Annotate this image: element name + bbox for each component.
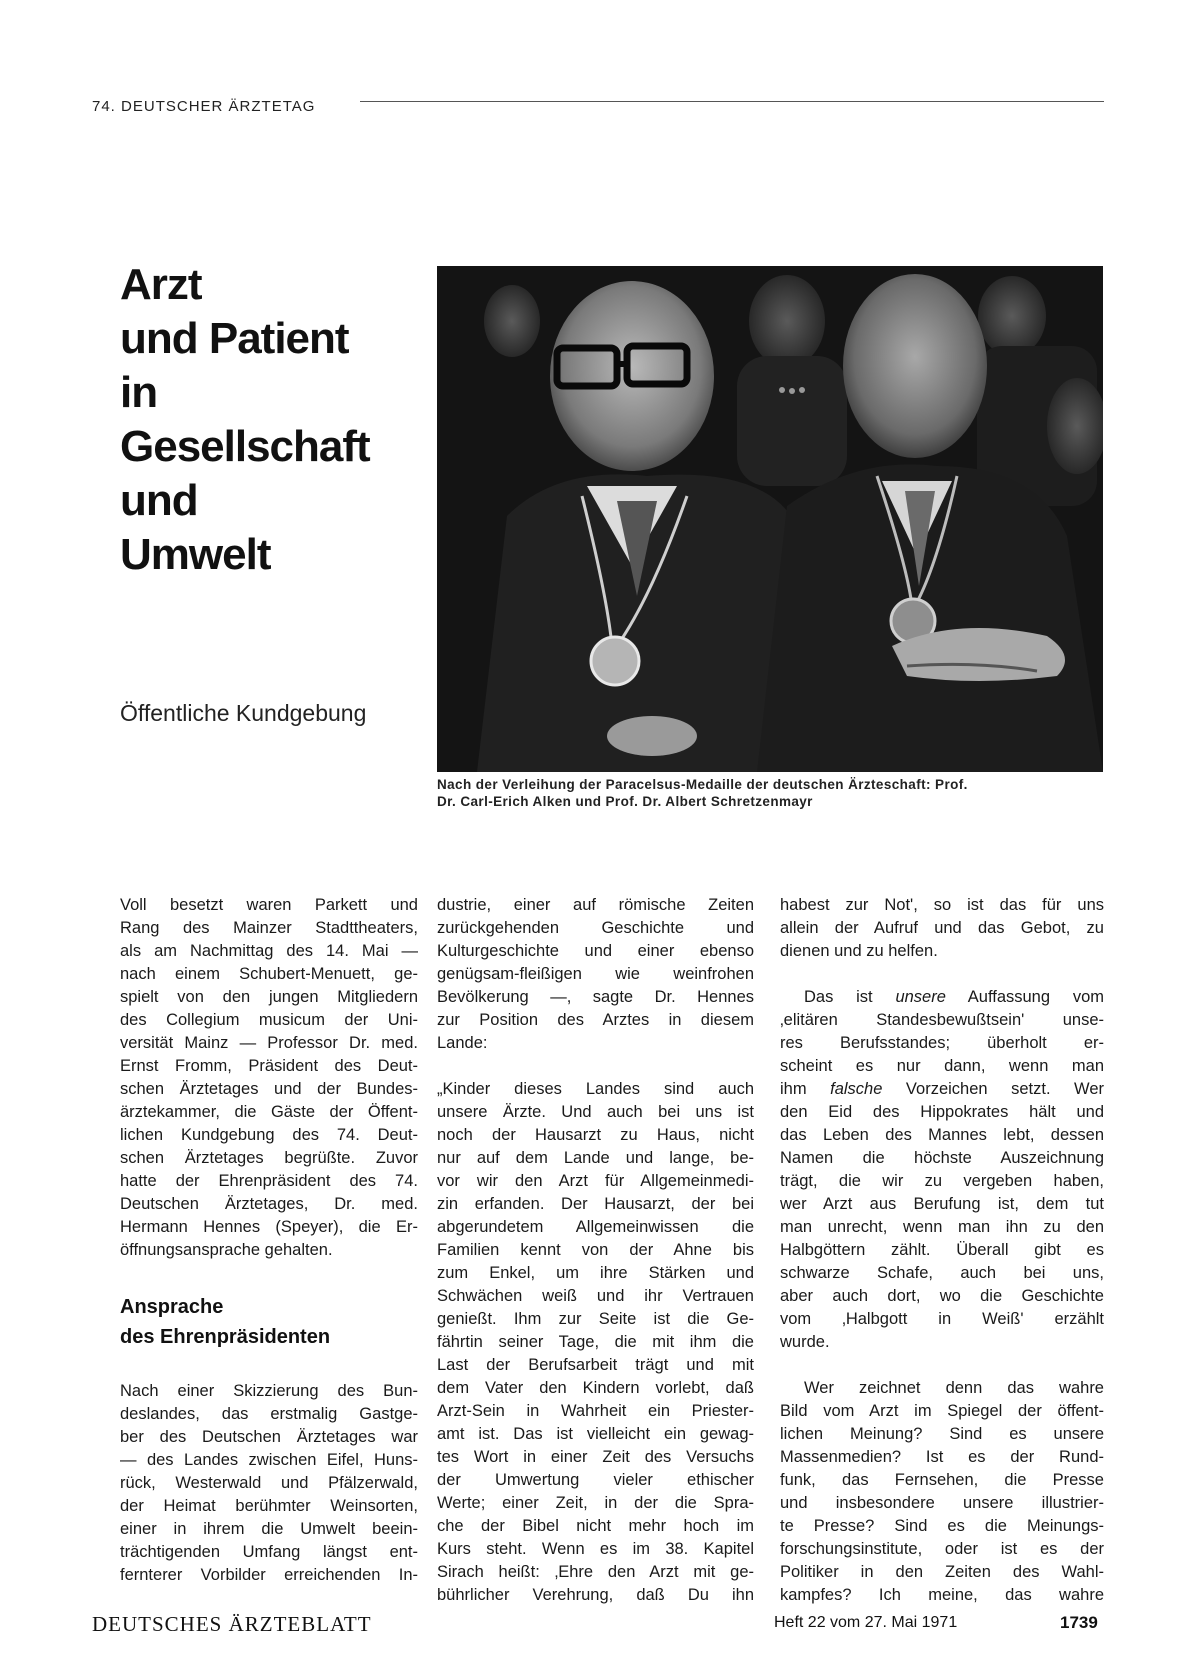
- text-line: hatte der Ehrenpräsident des 74.: [120, 1172, 418, 1190]
- text-line: aber auch dort, wo die Geschichte: [780, 1287, 1104, 1305]
- text-line: Familien kennt von der Ahne bis: [437, 1241, 754, 1259]
- text-line: nach einem Schubert-Menuett, ge-: [120, 965, 418, 983]
- text-line: ihm falsche Vorzeichen setzt. Wer: [780, 1080, 1104, 1098]
- text-line: öffnungsansprache gehalten.: [120, 1241, 333, 1259]
- text-line: der Heimat berühmter Weinsorten,: [120, 1497, 418, 1515]
- text-line: trächtigenden Umfang längst ent-: [120, 1543, 418, 1561]
- text-line: schen Ärztetages und der Bundes-: [120, 1080, 418, 1098]
- text-line: allein der Aufruf und das Gebot, zu: [780, 919, 1104, 937]
- text-line: Bild vom Arzt im Spiegel der öffent-: [780, 1402, 1104, 1420]
- text-column-2: [437, 894, 754, 1607]
- text-line: noch der Hausarzt zu Haus, nicht: [437, 1126, 754, 1144]
- text-line: Rang des Mainzer Stadttheaters,: [120, 919, 418, 937]
- running-head: 74. DEUTSCHER ÄRZTETAG: [92, 98, 316, 115]
- text-line: man unrecht, wenn man ihn zu den: [780, 1218, 1104, 1236]
- text-line: vom ‚Halbgott in Weiß' erzählt: [780, 1310, 1104, 1328]
- text-line: Bevölkerung —, sagte Dr. Hennes: [437, 988, 754, 1006]
- text-line: das Leben des Mannes lebt, dessen: [780, 1126, 1104, 1144]
- text-line: der Umwertung vieler ethischer: [437, 1471, 754, 1489]
- text-line: zurückgehenden Geschichte und: [437, 919, 754, 937]
- text-line: Halbgöttern zählt. Überall gibt es: [780, 1241, 1104, 1259]
- text-line: wurde.: [780, 1333, 830, 1351]
- text-line: Arzt-Sein in Wahrheit ein Priester-: [437, 1402, 754, 1420]
- section-heading-line: Ansprache: [120, 1296, 224, 1318]
- text-line: Deutschen Ärztetages, Dr. med.: [120, 1195, 418, 1213]
- text-line: Wer zeichnet denn das wahre: [804, 1379, 1104, 1397]
- text-line: und insbesondere unsere illustrier-: [780, 1494, 1104, 1512]
- text-line: res Berufsstandes; überholt er-: [780, 1034, 1104, 1052]
- news-photo: [437, 266, 1103, 772]
- caption-line: Nach der Verleihung der Paracelsus-Medaille der deutschen Ärzteschaft: Prof.: [437, 777, 968, 792]
- text-line: Sirach heißt: ‚Ehre den Arzt mit ge-: [437, 1563, 754, 1581]
- text-line: Voll besetzt waren Parkett und: [120, 896, 418, 914]
- photograph-two-men-with-medals-icon: [437, 266, 1103, 772]
- page-number: 1739: [1060, 1613, 1098, 1632]
- text-line: fährtin seiner Tage, die mit ihm die: [437, 1333, 754, 1351]
- text-line: Last der Berufsarbeit trägt und mit: [437, 1356, 754, 1374]
- text-line: kampfes? Ich meine, das wahre: [780, 1586, 1104, 1604]
- text-line: Nach einer Skizzierung des Bun-: [120, 1382, 418, 1400]
- text-line: unsere Ärzte. Und auch bei uns ist: [437, 1103, 754, 1121]
- text-line: lichen Kundgebung des 74. Deut-: [120, 1126, 418, 1144]
- issue-info: Heft 22 vom 27. Mai 1971: [774, 1614, 958, 1631]
- title-line: in: [120, 368, 158, 417]
- text-line: Hermann Hennes (Speyer), die Er-: [120, 1218, 418, 1236]
- text-line: wer Arzt aus Berufung ist, dem tut: [780, 1195, 1104, 1213]
- text-line: tes Wort in einer Zeit des Versuchs: [437, 1448, 754, 1466]
- text-line: che der Bibel nicht mehr hoch im: [437, 1517, 754, 1535]
- text-line: dem Vater den Kindern vorlebt, daß: [437, 1379, 754, 1397]
- text-line: rück, Westerwald und Pfälzerwald,: [120, 1474, 418, 1492]
- text-line: Kurs steht. Wenn es im 38. Kapitel: [437, 1540, 754, 1558]
- caption-line: Dr. Carl-Erich Alken und Prof. Dr. Albert Schretzenmayr: [437, 794, 813, 809]
- article-title: [120, 258, 420, 582]
- text-line: Politiker in den Zeiten des Wahl-: [780, 1563, 1104, 1581]
- text-line: lichen Meinung? Sind es unsere: [780, 1425, 1104, 1443]
- text-line: Massenmedien? Ist es der Rund-: [780, 1448, 1104, 1466]
- text-line: Werte; einer Zeit, in der die Spra-: [437, 1494, 754, 1512]
- text-line: deslandes, das erstmalig Gastge-: [120, 1405, 418, 1423]
- text-line: abgerundetem Allgemeinwissen die: [437, 1218, 754, 1236]
- text-line: genügsam-fleißigen wie weinfrohen: [437, 965, 754, 983]
- text-column-1-continued: [120, 1380, 418, 1587]
- text-line: Das ist unsere Auffassung vom: [804, 988, 1104, 1006]
- text-line: zum Enkel, um ihre Stärken und: [437, 1264, 754, 1282]
- text-line: schen Ärztetages begrüßte. Zuvor: [120, 1149, 418, 1167]
- text-line: te Presse? Sind es die Meinungs-: [780, 1517, 1104, 1535]
- section-heading-line: des Ehrenpräsidenten: [120, 1326, 331, 1348]
- text-line: den Eid des Hippokrates hält und: [780, 1103, 1104, 1121]
- text-line: dustrie, einer auf römische Zeiten: [437, 896, 754, 914]
- text-line: nur auf dem Lande und lange, be-: [437, 1149, 754, 1167]
- text-line: funk, das Fernsehen, die Presse: [780, 1471, 1104, 1489]
- text-line: amt ist. Das ist vielleicht ein gewag-: [437, 1425, 754, 1443]
- text-column-3: [780, 894, 1104, 1607]
- title-line: Gesellschaft: [120, 422, 370, 471]
- text-line: trägt, die wir zu vergeben haben,: [780, 1172, 1104, 1190]
- text-line: versität Mainz — Professor Dr. med.: [120, 1034, 418, 1052]
- journal-name: DEUTSCHES ÄRZTEBLATT: [92, 1612, 372, 1636]
- text-line: ärztekammer, die Gäste der Öffent-: [120, 1103, 418, 1121]
- text-line: ‚elitären Standesbewußtsein' unse-: [780, 1011, 1104, 1029]
- title-line: und: [120, 476, 198, 525]
- text-line: als am Nachmittag des 14. Mai —: [120, 942, 418, 960]
- text-line: genießt. Ihm zur Seite ist die Ge-: [437, 1310, 754, 1328]
- emphasis: falsche: [830, 1080, 883, 1098]
- text-line: Schwächen weiß und ihr Vertrauen: [437, 1287, 754, 1305]
- photo-caption: [437, 776, 1103, 810]
- text-line: zur Position des Arztes in diesem: [437, 1011, 754, 1029]
- text-line: habest zur Not', so ist das für uns: [780, 896, 1104, 914]
- text-line: Kulturgeschichte und einer ebenso: [437, 942, 754, 960]
- text-line: schwarze Schafe, auch bei uns,: [780, 1264, 1104, 1282]
- text-line: vor wir den Arzt für Allgemeinmedi-: [437, 1172, 754, 1190]
- article-subtitle: Öffentliche Kundgebung: [120, 700, 367, 726]
- text-line: forschungsinstitute, oder ist es der: [780, 1540, 1104, 1558]
- text-line: dienen und zu helfen.: [780, 942, 938, 960]
- text-line: Ernst Fromm, Präsident des Deut-: [120, 1057, 418, 1075]
- text-line: einer in ihrem die Umwelt beein-: [120, 1520, 418, 1538]
- text-column-1: [120, 894, 418, 1262]
- text-line: ber des Deutschen Ärztetages war: [120, 1428, 418, 1446]
- title-line: und Patient: [120, 314, 349, 363]
- text-line: spielt von den jungen Mitgliedern: [120, 988, 418, 1006]
- text-line: des Collegium musicum der Uni-: [120, 1011, 418, 1029]
- text-line: zin erfanden. Der Hausarzt, der bei: [437, 1195, 754, 1213]
- section-heading: [120, 1292, 330, 1352]
- text-line: fernterer Vorbilder erreichenden In-: [120, 1566, 418, 1584]
- header-rule: [360, 101, 1104, 102]
- text-line: Lande:: [437, 1034, 488, 1052]
- title-line: Arzt: [120, 260, 202, 309]
- emphasis: unsere: [895, 988, 946, 1006]
- text-line: — des Landes zwischen Eifel, Huns-: [120, 1451, 418, 1469]
- title-line: Umwelt: [120, 530, 271, 579]
- text-line: bührlicher Verehrung, daß Du ihn: [437, 1586, 754, 1604]
- text-line: Namen die höchste Auszeichnung: [780, 1149, 1104, 1167]
- text-line: scheint es nur dann, wenn man: [780, 1057, 1104, 1075]
- text-line: „Kinder dieses Landes sind auch: [437, 1080, 754, 1098]
